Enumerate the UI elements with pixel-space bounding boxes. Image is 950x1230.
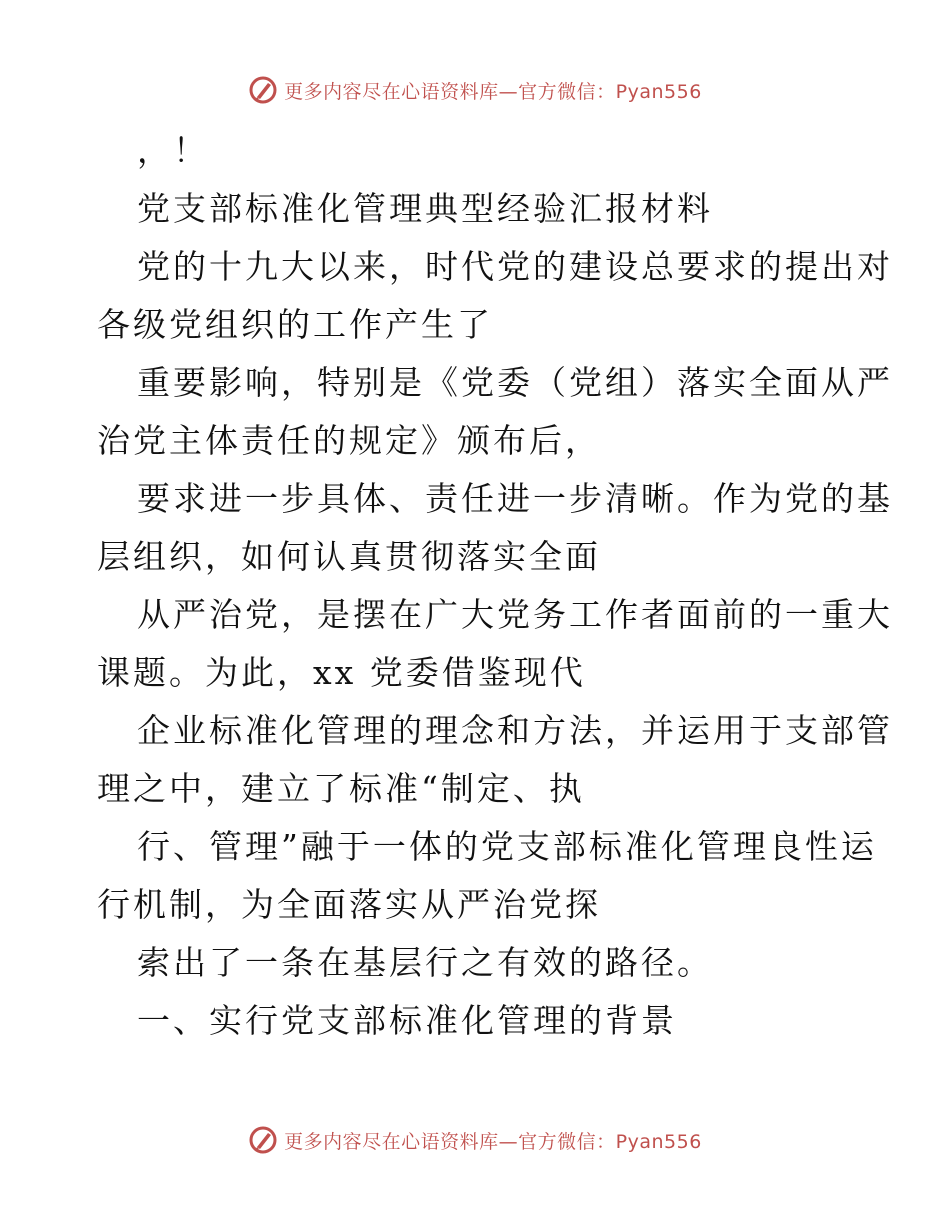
header-banner <box>0 70 950 110</box>
paragraph-line: 各级党组织的工作产生了 <box>97 305 493 344</box>
paragraph-line: 要求进一步具体、责任进一步清晰。作为党的基 <box>137 479 893 518</box>
pen-circle-logo-icon <box>248 1125 278 1155</box>
paragraph-line: 理之中，建立了标准“制定、执 <box>97 769 585 808</box>
footer-banner-text: 更多内容尽在心语资料库—官方微信：Pyan556 <box>284 1130 702 1153</box>
paragraph-line: 企业标准化管理的理念和方法，并运用于支部管 <box>137 711 893 750</box>
paragraph-line: 层组织，如何认真贯彻落实全面 <box>97 537 601 576</box>
paragraph-line: 课题。为此，xx 党委借鉴现代 <box>97 653 586 692</box>
paragraph-line: 行机制，为全面落实从严治党探 <box>97 885 601 924</box>
paragraph-line: ，！ <box>137 131 209 170</box>
paragraph-line: 重要影响，特别是《党委（党组）落实全面从严 <box>137 363 893 402</box>
paragraph-line: 行、管理”融于一体的党支部标准化管理良性运 <box>137 827 877 866</box>
section-heading: 一、实行党支部标准化管理的背景 <box>137 1001 677 1040</box>
paragraph-line: 党的十九大以来，时代党的建设总要求的提出对 <box>137 247 893 286</box>
footer-banner <box>0 1120 950 1160</box>
header-banner-text: 更多内容尽在心语资料库—官方微信：Pyan556 <box>284 80 702 103</box>
paragraph-line: 索出了一条在基层行之有效的路径。 <box>137 943 713 982</box>
paragraph-line: 治党主体责任的规定》颁布后， <box>97 421 601 460</box>
paragraph-line: 从严治党，是摆在广大党务工作者面前的一重大 <box>137 595 893 634</box>
document-body <box>97 122 893 1050</box>
document-title: 党支部标准化管理典型经验汇报材料 <box>137 189 713 228</box>
pen-circle-logo-icon <box>248 75 278 105</box>
